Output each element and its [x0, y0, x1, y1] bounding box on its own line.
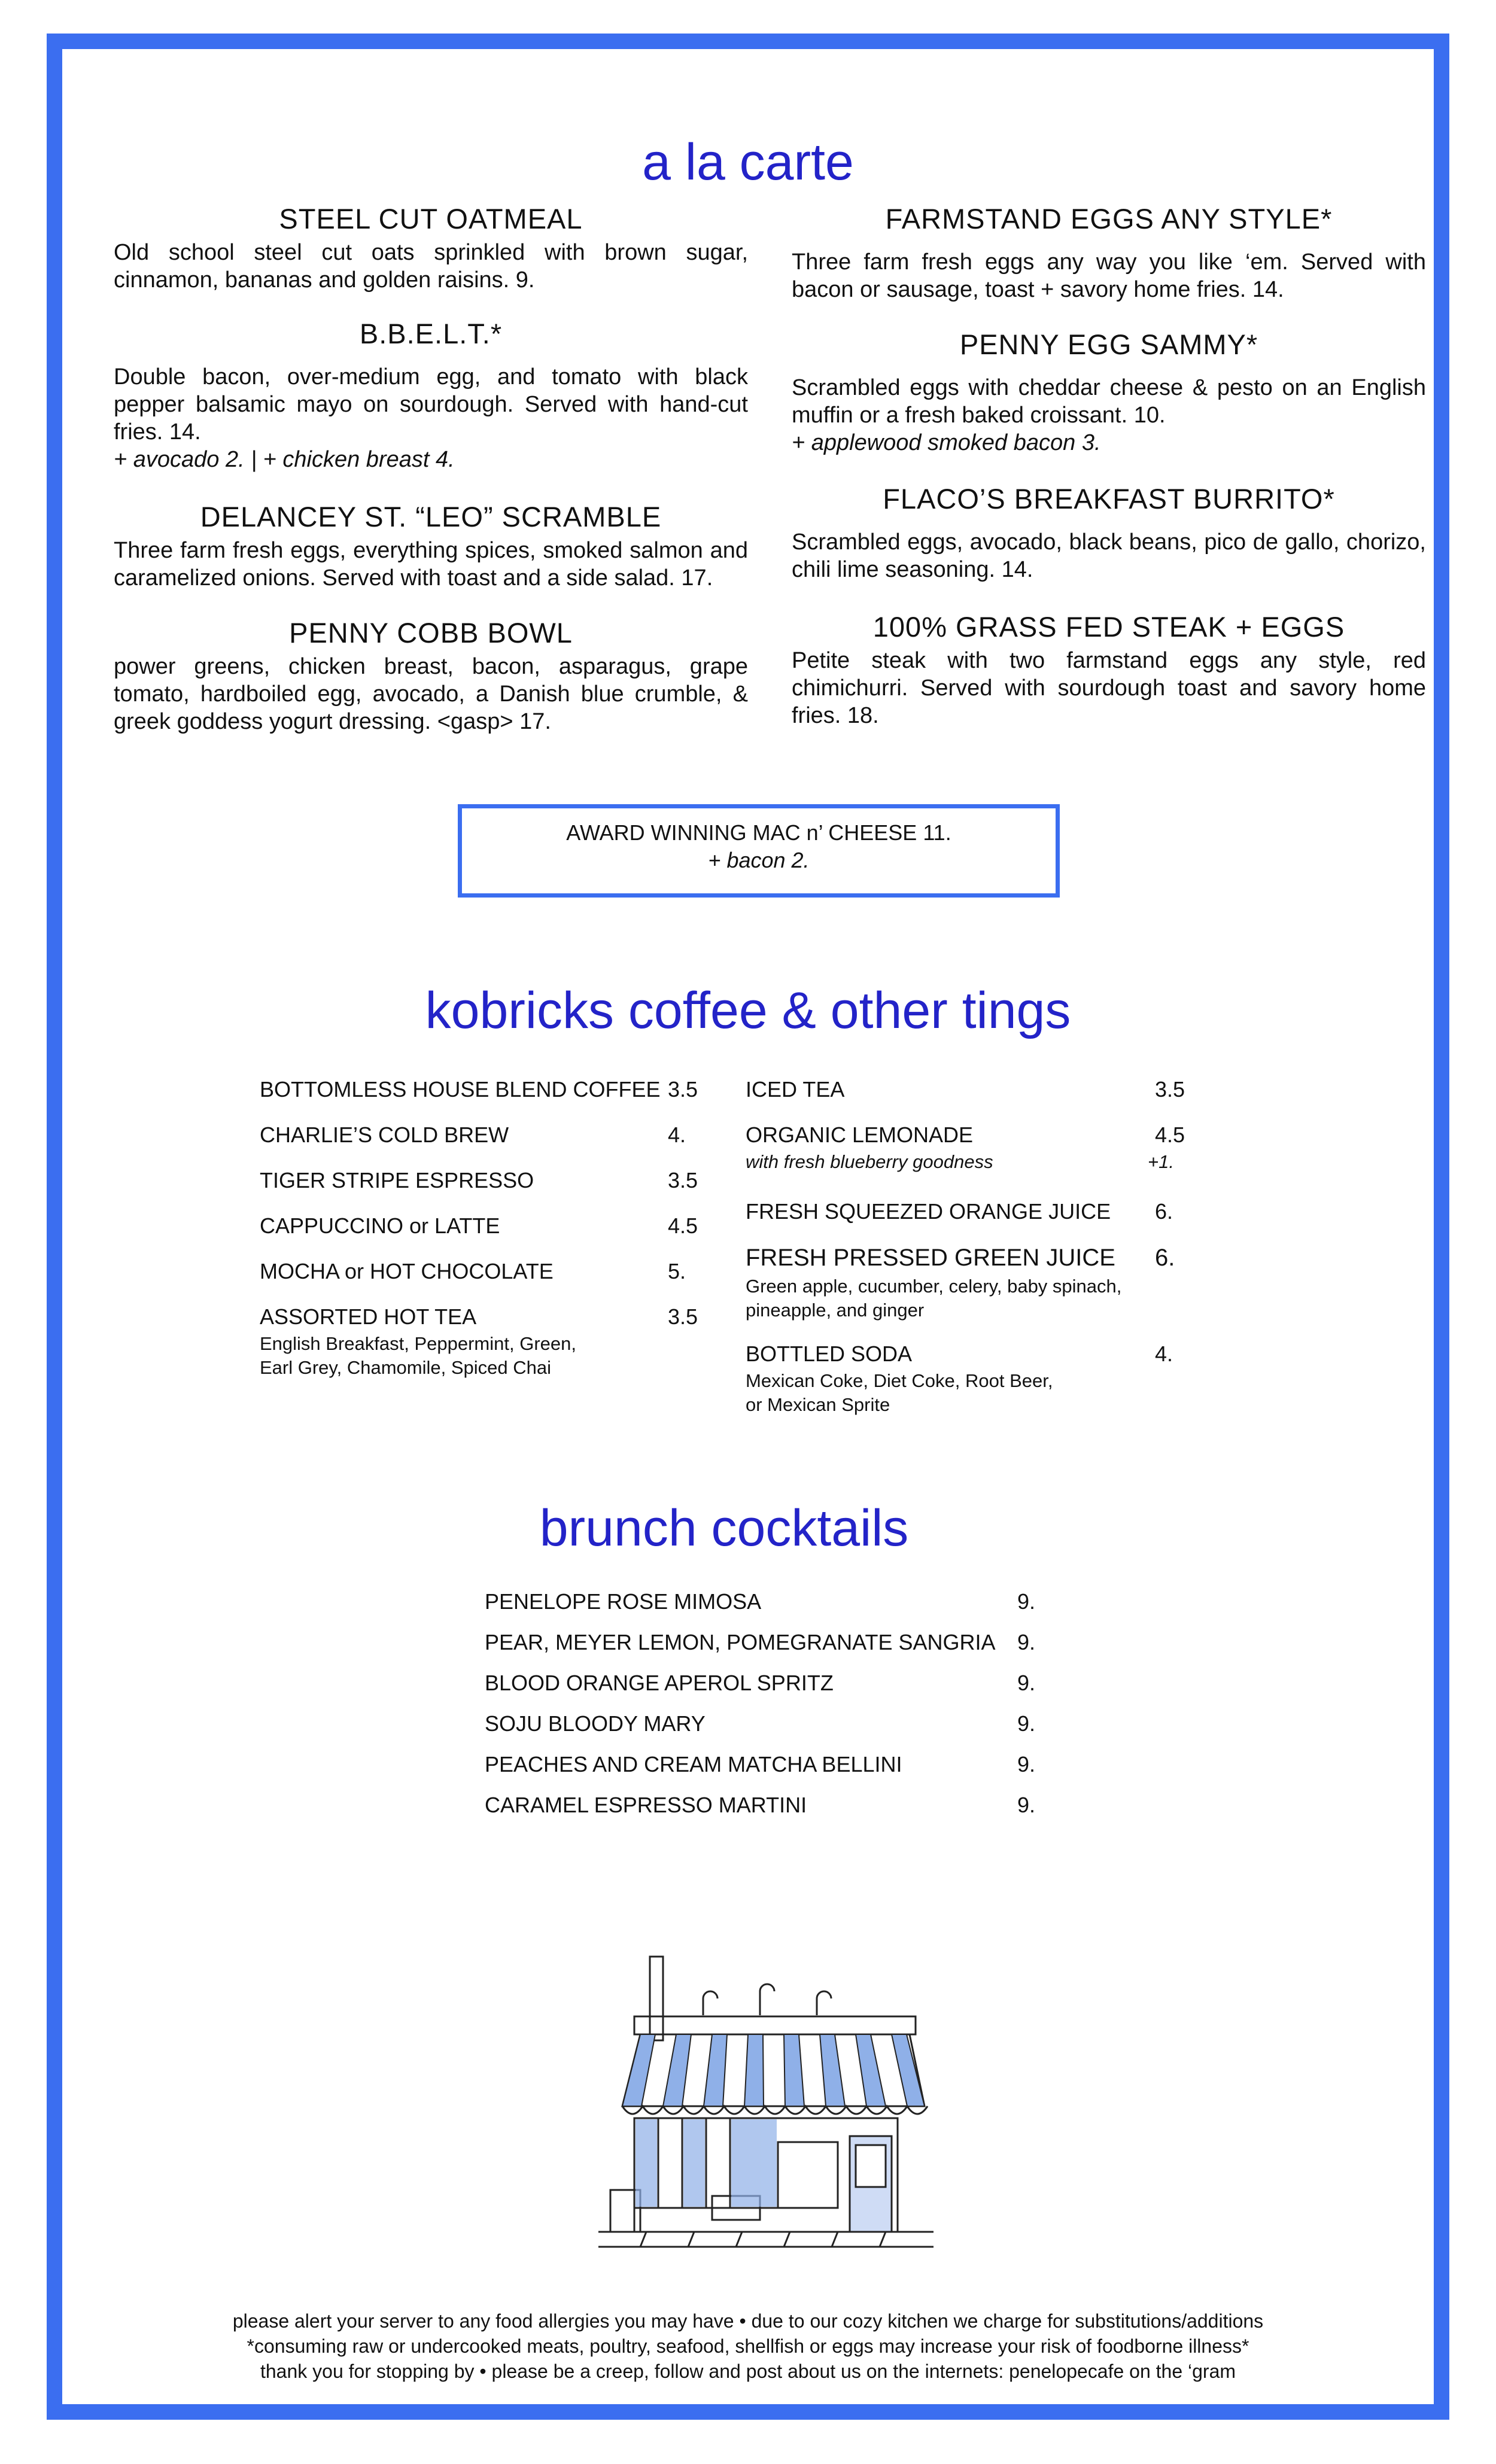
- drink-name: FRESH SQUEEZED ORANGE JUICE: [746, 1199, 1111, 1224]
- drink-detail: Green apple, cucumber, celery, baby spinach,: [746, 1276, 1122, 1297]
- item-name: PENNY COBB BOWL: [289, 617, 573, 649]
- item-name: STEEL CUT OATMEAL: [279, 203, 583, 235]
- drink-price: 3.5: [1155, 1077, 1185, 1102]
- drink-detail: English Breakfast, Peppermint, Green,: [260, 1333, 576, 1354]
- drink-name: MOCHA or HOT CHOCOLATE: [260, 1259, 554, 1283]
- cocktail-price: 9.: [1017, 1589, 1036, 1614]
- item-description: Scrambled eggs with cheddar cheese & pesto on an English muffin or a fresh baked croissant. 10.: [792, 375, 1426, 428]
- drink-detail: Earl Grey, Chamomile, Spiced Chai: [260, 1357, 551, 1378]
- item-description: Petite steak with two farmstand eggs any style, red chimichurri. Served with sourdough toast and savory home fries. 18.: [792, 648, 1426, 728]
- cocktail-name: PEAR, MEYER LEMON, POMEGRANATE SANGRIA: [485, 1630, 996, 1654]
- cocktail-item: [485, 1630, 1047, 1660]
- drink-price: 4.: [1155, 1341, 1173, 1366]
- item-description: Three farm fresh eggs any way you like ‘em. Served with bacon or sausage, toast + savory home fries. 14.: [792, 250, 1426, 302]
- item-description: Scrambled eggs, avocado, black beans, pico de gallo, chorizo, chili lime seasoning. 14.: [792, 530, 1426, 582]
- drink-price: 5.: [668, 1259, 686, 1283]
- cocktail-item: [485, 1671, 1047, 1701]
- item-description: Double bacon, over-medium egg, and tomato with black pepper balsamic mayo on sourdough. Served with hand-cut fries. 14.: [114, 364, 748, 445]
- cocktail-name: SOJU BLOODY MARY: [485, 1711, 706, 1736]
- drink-name: ORGANIC LEMONADE: [746, 1123, 974, 1147]
- cocktail-price: 9.: [1017, 1711, 1036, 1736]
- drink-detail: with fresh blueberry goodness: [746, 1151, 993, 1172]
- drink-name: CHARLIE’S COLD BREW: [260, 1123, 509, 1147]
- footer-notes: [0, 2308, 1496, 2384]
- item-name: 100% GRASS FED STEAK + EGGS: [872, 611, 1345, 643]
- cocktail-name: PEACHES AND CREAM MATCHA BELLINI: [485, 1752, 902, 1776]
- item-description: Old school steel cut oats sprinkled with brown sugar, cinnamon, bananas and golden raisins. 9.: [114, 240, 748, 293]
- cocktail-price: 9.: [1017, 1793, 1036, 1817]
- cocktail-name: BLOOD ORANGE APEROL SPRITZ: [485, 1671, 834, 1695]
- item-name: PENNY EGG SAMMY*: [959, 328, 1258, 360]
- drink-price: 6.: [1155, 1199, 1173, 1224]
- drink-detail: or Mexican Sprite: [746, 1394, 890, 1415]
- cocktail-item: [485, 1589, 1047, 1619]
- drink-detail: Mexican Coke, Diet Coke, Root Beer,: [746, 1370, 1053, 1391]
- cocktail-item: [485, 1711, 1047, 1741]
- drink-price: 3.5: [668, 1304, 698, 1329]
- mac-and-cheese-box: [458, 804, 1060, 898]
- cocktail-price: 9.: [1017, 1630, 1036, 1654]
- menu-item: [114, 202, 748, 294]
- footer-health-warning: *consuming raw or undercooked meats, poultry, seafood, shellfish or eggs may increase your risk of foodborne illness*: [247, 2335, 1249, 2357]
- menu-item: [792, 202, 1426, 303]
- cocktail-price: 9.: [1017, 1671, 1036, 1695]
- mac-line: AWARD WINNING MAC n’ CHEESE 11.: [566, 820, 951, 845]
- item-name: FARMSTAND EGGS ANY STYLE*: [885, 203, 1333, 235]
- item-name: DELANCEY ST. “LEO” SCRAMBLE: [200, 501, 662, 533]
- item-name: FLACO’S BREAKFAST BURRITO*: [883, 483, 1335, 515]
- drink-price: 4.5: [668, 1213, 698, 1238]
- section-title-coffee: kobricks coffee & other tings: [425, 982, 1071, 1039]
- drink-name: CAPPUCCINO or LATTE: [260, 1213, 500, 1238]
- item-addon: + avocado 2. | + chicken breast 4.: [114, 447, 455, 472]
- drink-name: FRESH PRESSED GREEN JUICE: [746, 1245, 1115, 1271]
- cocktail-item: [485, 1752, 1047, 1782]
- menu-item: [114, 317, 748, 473]
- cocktail-name: PENELOPE ROSE MIMOSA: [485, 1589, 762, 1614]
- item-description: power greens, chicken breast, bacon, asparagus, grape tomato, hardboiled egg, avocado, a Danish blue crumble, & greek goddess yogurt dressing. <gasp> 17.: [114, 654, 748, 734]
- item-description: Three farm fresh eggs, everything spices, smoked salmon and caramelized onions. Served with toast and a side salad. 17.: [114, 538, 748, 591]
- drink-price: 3.5: [668, 1168, 698, 1193]
- drink-name: ASSORTED HOT TEA: [260, 1304, 477, 1329]
- menu-item: [114, 616, 748, 735]
- drink-price: 4.5: [1155, 1123, 1185, 1147]
- storefront-illustration-icon: [598, 1945, 934, 2262]
- menu-item: [114, 500, 748, 592]
- item-name: B.B.E.L.T.*: [359, 318, 503, 349]
- drink-name: TIGER STRIPE ESPRESSO: [260, 1168, 534, 1193]
- cocktail-price: 9.: [1017, 1752, 1036, 1776]
- mac-addon: + bacon 2.: [708, 848, 810, 872]
- drink-price: 4.: [668, 1123, 686, 1147]
- drink-name: BOTTOMLESS HOUSE BLEND COFFEE: [260, 1077, 661, 1102]
- footer-allergy-note: please alert your server to any food allergies you may have • due to our cozy kitchen we charge for substitutions/additions: [232, 2310, 1264, 2332]
- section-title-a-la-carte: a la carte: [642, 133, 854, 191]
- drink-price: 3.5: [668, 1077, 698, 1102]
- cocktail-name: CARAMEL ESPRESSO MARTINI: [485, 1793, 807, 1817]
- drink-price: 6.: [1155, 1245, 1175, 1271]
- menu-item: [792, 610, 1426, 729]
- cocktail-item: [485, 1793, 1047, 1823]
- section-title-cocktails: brunch cocktails: [539, 1499, 909, 1557]
- footer-social-note: thank you for stopping by • please be a creep, follow and post about us on the internets: penelopecafe on the ‘gram: [260, 2360, 1236, 2382]
- item-addon: + applewood smoked bacon 3.: [792, 430, 1101, 455]
- drink-name: BOTTLED SODA: [746, 1341, 913, 1366]
- drink-detail-price: +1.: [1148, 1151, 1174, 1172]
- menu-item: [792, 328, 1426, 457]
- drink-detail: pineapple, and ginger: [746, 1300, 925, 1321]
- drink-name: ICED TEA: [746, 1077, 845, 1102]
- menu-item: [792, 482, 1426, 583]
